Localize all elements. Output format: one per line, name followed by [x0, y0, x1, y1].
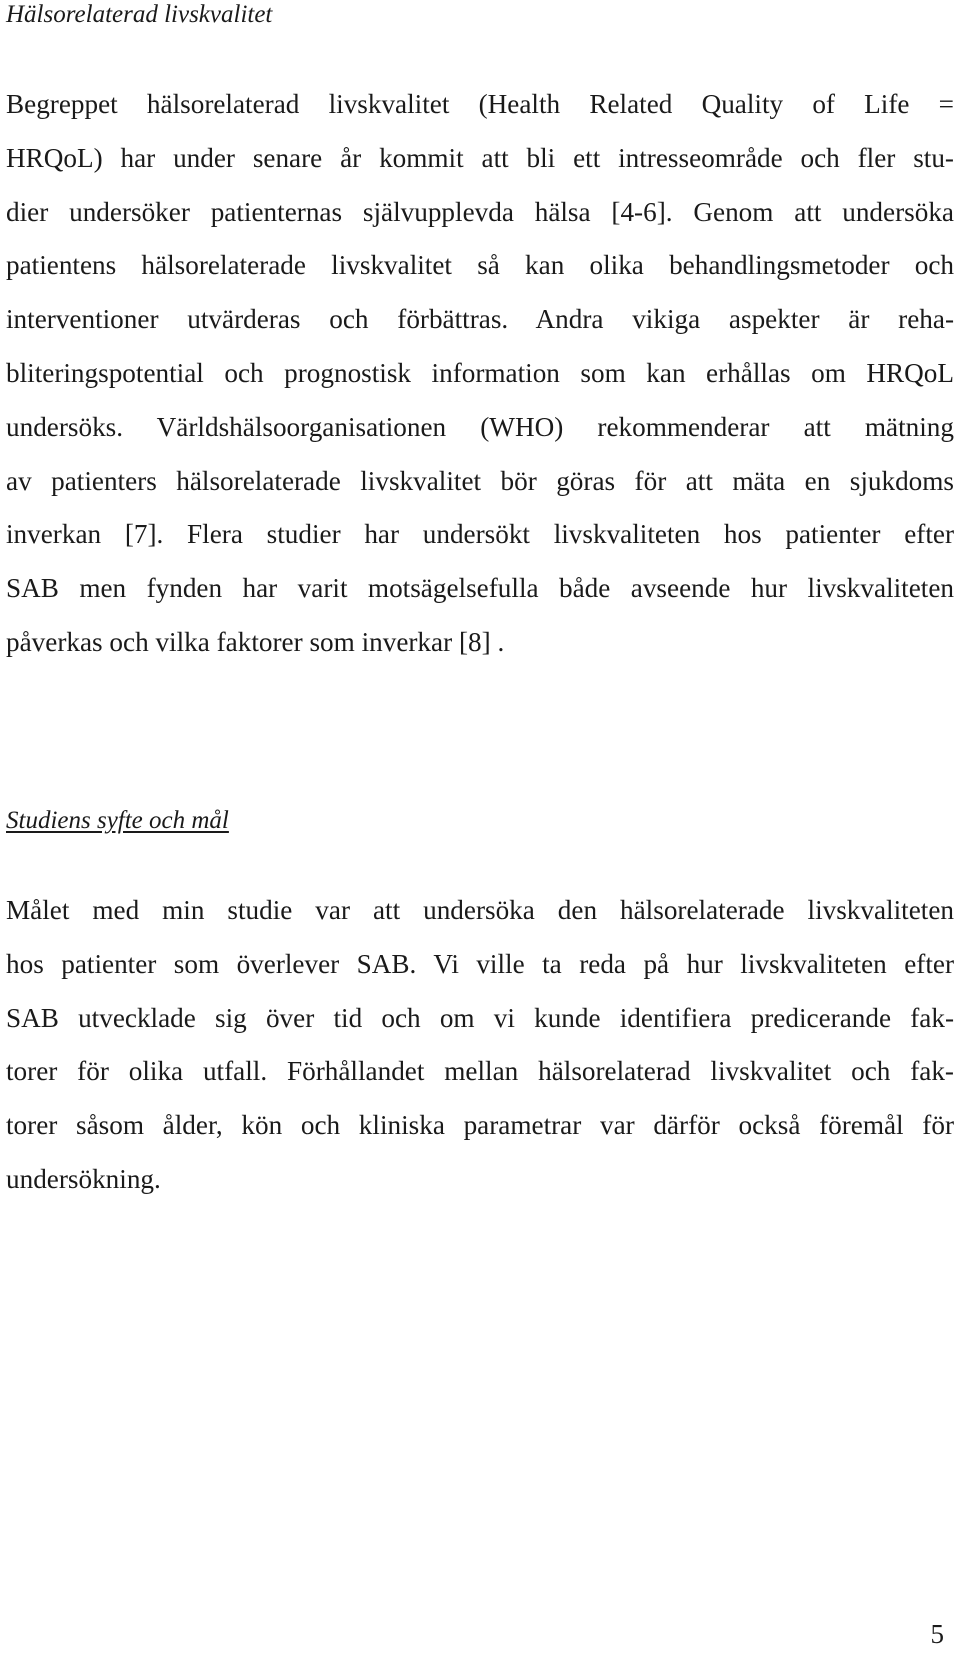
paragraph-quality-of-life [6, 78, 954, 670]
text-line: torer såsom ålder, kön och kliniska parametrar var därför också föremål för [6, 1110, 954, 1141]
text-line: inverkan [7]. Flera studier har undersökt livskvaliteten hos patienter efter [6, 519, 954, 550]
text-line: av patienters hälsorelaterade livskvalitet bör göras för att mäta en sjukdoms [6, 465, 954, 496]
text-line: interventioner utvärderas och förbättras. Andra vikiga aspekter är reha- [6, 304, 954, 335]
text-line: Begreppet hälsorelaterad livskvalitet (Health Related Quality of Life = [6, 89, 954, 119]
text-line: hos patienter som överlever SAB. Vi ville ta reda på hur livskvaliteten efter [6, 948, 954, 979]
page-number: 5 [930, 1619, 944, 1649]
text-line: dier undersöker patienternas självupplevda hälsa [4-6]. Genom att undersöka [6, 196, 954, 227]
text-line: torer för olika utfall. Förhållandet mellan hälsorelaterad livskvalitet och fak- [6, 1056, 954, 1087]
text-line: Målet med min studie var att undersöka den hälsorelaterade livskvaliteten [6, 895, 954, 925]
text-line: undersökning. [6, 1163, 161, 1194]
section-heading-quality-of-life: Hälsorelaterad livskvalitet [6, 1, 273, 28]
text-line: patientens hälsorelaterade livskvalitet så kan olika behandlingsmetoder och [6, 250, 954, 281]
section-heading-study-aim: Studiens syfte och mål [6, 807, 229, 834]
text-line: SAB men fynden har varit motsägelsefulla både avseende hur livskvaliteten [6, 573, 954, 604]
paragraph-study-aim [6, 884, 954, 1207]
text-line: undersöks. Världshälsoorganisationen (WHO) rekommenderar att mätning [6, 411, 954, 442]
text-line: påverkas och vilka faktorer som inverkar [8] . [6, 626, 505, 657]
text-line: HRQoL) har under senare år kommit att bli ett intresseområde och fler stu- [6, 142, 954, 173]
text-line: SAB utvecklade sig över tid och om vi kunde identifiera predicerande fak- [6, 1002, 954, 1033]
text-line: bliteringspotential och prognostisk information som kan erhållas om HRQoL [6, 357, 954, 388]
